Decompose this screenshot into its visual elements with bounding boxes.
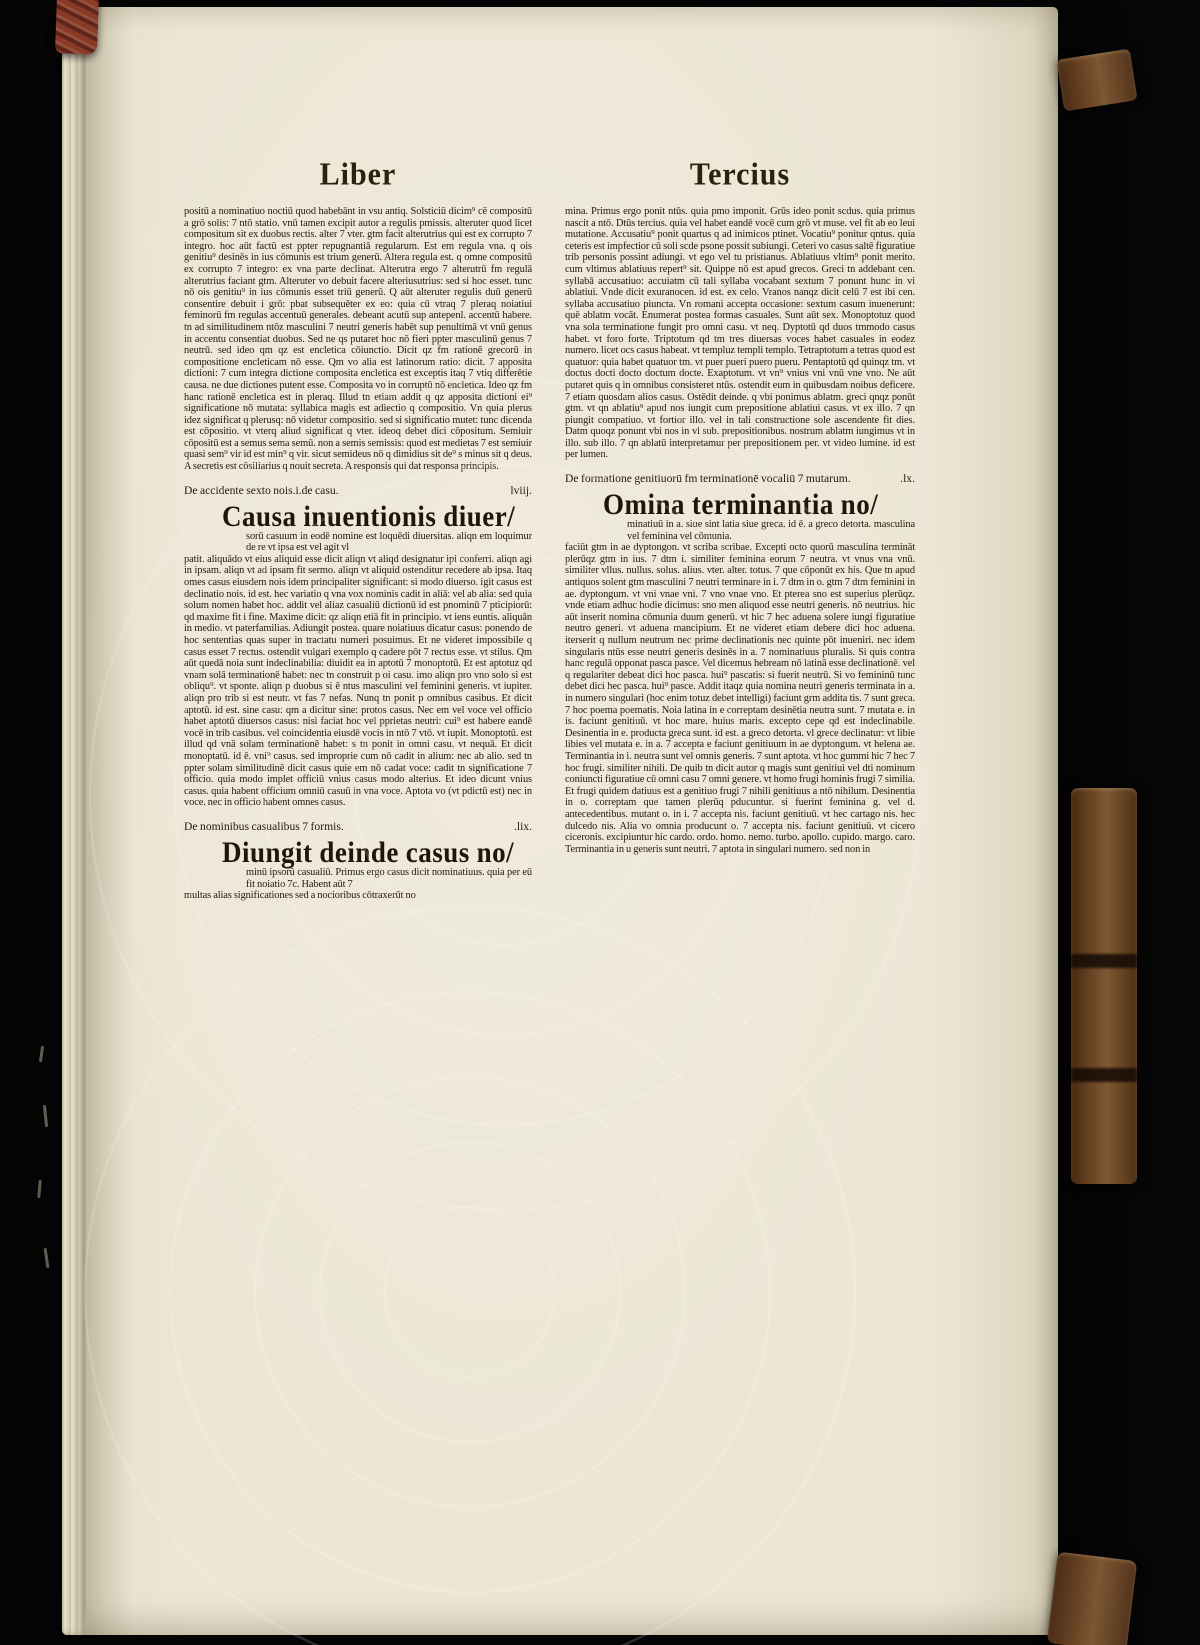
chapter-lead-lines: minatiuū in a. siue sint latia siue greca. id ē. a greco detorta. masculina vel feminina vel cōmunia. [627,519,915,542]
body-paragraph: multas alias significationes sed a nocioribus cōtraxerūt no [184,890,416,902]
body-paragraph: patit. aliquādo vt eius aliquid esse dicit aliqn vt aliqd designatur ipi conferri. aliqn agi in ipsam. aliqn vt ad ipsam fit sermo. aliqn vt aliquid ostenditur recedere ab ipsa. Itaq omes casus eiusdem nois idem principaliter significant: si modo diuerso. igit casus est declinatio nois. id est. hec variatio q vna vox nominis cadit in aliā: vel ab alia: sed quia solum nomen habet hoc. addit vel aliaz casualiū dictionū id est pnominū 7 pticipiorū: qd maxime fit i fine. Maxime dicit: qz aliqn etiā fit in principio. vt iens euntis. aliquān in medio. vt paterfamilias. Adiungit postea. quare noiatiuus dicatur casus: ponendo de hoc sententias quas super in tractatu numeri posuimus. Et ne videret impossibile q casus esset 7 rectus. ostendit vulgari exemplo q cadere pōt 7 rectus esse. vt stilus. Qm aūt quedā noia sunt indeclinabilia: diuidit ea in aptotū 7 monoptotū. Et est aptotuz qd vnam solā terminationē habet: nec tn construit p oi casu. imo aliqn pro vno solo si est obliqu⁹. vt sponte. aliqn p duobus si ē ntus masculini vel feminini generis. vt iupiter. aliqn pro trib si est neutr. vt fas 7 nefas. Nunq tn ponit p omnibus casibus. Et dicit aptotū. id est. sine casu: qm a dicitur sine: protos casus. Nec em vel voce vel officio habet aptotū diuersos casus: nisi faciat hoc vel pprietas neutri: cui⁹ est habere eandē vocē in trib casibus. vel coincidentia eiusdē vocis in ntō 7 vtō. vt iupit. Monoptotū. est illud qd vnā solam terminationē habet: s tn ponit in omni casu. vt nequā. Et dicit monoptatū. id ē. vni⁹ casus. sed improprie cum nō cadit in alium: nec ab alio. sed tn ppter solam similitudinē dicit casus quie em nō cadat voce: cadit tn significatione 7 officio. quia modo implet officiū vnius casus modo alterius. Et ideo dicunt vnius casus. quia habent officium omniū casuū in vna voce. Aptota vo (vt pdictū est) nec in voce. nec in officio habent omnes casus. [184,553,532,809]
rubric-label: De accidente sexto nois.i.de casu. [184,483,339,497]
rubric-number: .lix. [513,819,532,833]
chapter-display-line: Causa inuentionis diuer/ [222,499,516,533]
leather-clasp-top [1056,49,1137,112]
rubric-label: De nominibus casualibus 7 formis. [184,819,344,833]
section-rubric [184,484,532,497]
section-rubric [565,472,915,485]
rubric-number: .lx. [900,472,915,486]
gutter-shadow [86,7,132,1635]
chapter-lead-lines: sorū casuum in eodē nomine est loquēdi diuersitas. aliqn em loquimur de re vt ipsa est vel agit vl [246,530,532,554]
leather-corner-bottom [1047,1551,1138,1645]
fore-edge-mark [44,1248,50,1268]
fore-edge-mark [43,1105,48,1127]
section-rubric [184,820,532,833]
page-edge-stack [62,7,86,1635]
body-paragraph: mina. Primus ergo ponit ntūs. quia pmo imponit. Grūs ideo ponit scdus. quia primus nascit a ntō. Dtūs tercius. quia vel habet eandē vocē cum grō vt muse. vel fit ab eo leui mutatione. Accusatiu⁹ ponit quartus q ad inimicos ptinet. Vocatiu⁹ ponitur qntus. quia ceteris est impfectior cū soli scde psone possit subiungi. Ceteri vo casus saltē figuratiue trib personis possint adiungi. vt ego vel tu pristianus. Ablatiuus vltim⁹ ponit merito. cum vltimus ablatiuus repert⁹ sit. Quippe nō est apud grecos. Greci tn addebant cen. syllabā accusatiuo: accuiatm cū tali syllaba vocabant sextum 7 ponunt hunc in vi ablatiui. Vnde dicit exuranocen. id est. ex celo. Vranos nanqz dicit celū 7 est ibi cen. syllaba accusatiuo piuncta. Vn romani accepta occasione: sextum casum inuenerunt: quē ablatm vocāt. Enumerat postea formas casuales. Sunt aūt sex. Monoptotuz quod vna sola terminatione fungit pro omni casu. vt neq. Dyptotū qd duos tmmodo casus habet. vt foro forte. Triptotum qd tm tres diuersas voces habet casuales in eodez numero. licet ocs casus habeat. vt templuz templi templo. Tetraptotum a tetras quod est quatuor: quia habet quatuor tm. vt puer pueri puero pueru. Pentaptotū qd quinqz tm. vt doctus docti docto doctum docte. Exaptotum. vt vn⁹ vnius vni vnū vne vno. Ne aūt putaret quis q in omnibus consisteret ntūs. ostendit eum in quibusdam noibus deficere. 7 etiam quosdam alios casus. Ostēdit deinde. q vbi ponimus ablatm. greci qnqz ponūt gtm. vt qn ablatiu⁹ apud nos iungit cum prepositione ablatiui casus. vt ex illo. 7 qn piungit compatiuo. vt fortior illo. vel in tali constructione sole ascendente fit dies. Datm quoqz ponunt vbi nos in vl sub. prepositionibus. nostrum ablatm iungimus vt in illo. sub illo. 7 qn ablatū interpretamur per prepositionem per. vt video lumine. id est per lumen. [565,206,915,461]
fore-edge-mark [37,1180,42,1198]
chapter-lead-lines: minū ipsorū casualiū. Primus ergo casus dicit nominatiuus. quia per eū fit noiatio 7c. Habent aūt 7 [246,866,532,890]
text-column-left [184,206,532,902]
body-paragraph: positū a nominatiuo noctiū quod habebānt in vsu antiq. Solsticiū dicim⁹ cē compositū a grō solis: 7 ntō statio. vnū tamen excipit autor a regulis pmissis. alteruter quod licet compositum sit ex duobus rectis. alter 7 vter. gtm facit alterutrius qui est ex corrupto 7 integro. hoc aūt factū est ppter repugnantiā regularum. Est em regula vna. q ois genitiu⁹ desinēs in ius cōmunis est trium generū. Altera regula est. q omne compositū ex corrupto 7 integro: ex vna parte declinat. Alterutra ergo 7 alterutrū fm regulā alterutrius faciant gtm. Alteruter vo debuit facere alteriusutrius: sed si hoc esset. tunc nō ois genitiu⁹ in ius cōmunis esset triū generū. Q aūt alteruter regulis duū generū consentire debuit i grō: pbat subsequēter ex eo: quia cū vtraq 7 pleraq noiatiui feminorū fm regulas accentuū generales. debeant acutū sup antepenl. accentū habere. tn ad similitudinem ntōz masculini 7 neutri generis habēt sup penultimā vt vnū genus in accentu consentiat duobus. Sed ne qs putaret hoc nō fieri ppter masculinū genus 7 neutrū. sed ideo qm qz est encletica cōiunctio. Dicit qz fm rationē grecorū in compositione encleticam nō esse. Qm vo alia est latinorum ratio: dicit. 7 apposita dictioni: 7 cum integra dictione composita encletica est exceptis itaq 7 vtiq differētie causa. ne due dictiones putent esse. Composita vo in corruptū nō encletica. Ideo qz fm hanc rationē encletica est in pleraq. Illud tn etiam addit q qz apposita dictioni ei⁹ significatione nō mutata: syllabica magis est adiectio q compositio. Vn quia plerus idez significat q plerusq: nō videtur compositio. sed si significatio mutet: tunc dicenda est cōpositio. vt vterq aliud significat q vter. ideoq debet dici cōpositum. Semiuir cōpositū est a semus sema semū. non a semis semissis: quod est medietas 7 est semiuir quasi sem⁹ vir id est min⁹ q vir. sicut semideus nō q dimidius sit de⁹ s minus sit q deus. A secretis est cōsiliarius q nouit secreta. A responsis qui dat responsa principis. [184,206,532,473]
chapter-display-line: Diungit deinde casus no/ [222,835,515,869]
running-head-tercius: Tercius [689,157,791,192]
book-page [62,7,1058,1635]
rubric-label: De formatione genitiuorū fm terminationē vocaliū 7 mutarum. [565,472,851,486]
text-column-right [565,206,915,855]
fore-edge-mark [39,1046,44,1062]
chapter-display-line: Omina terminantia no/ [603,488,879,521]
rubric-number: lviij. [510,483,532,497]
leather-strap-middle [1071,788,1137,1184]
body-paragraph: faciūt gtm in ae dyptongon. vt scriba scribae. Excepti octo quorū masculina termināt plerūqz gtm in ius. 7 dtm i. similiter feminina eorum 7 neutra. vt vnus vna vnū. similiter vllus. nullus. solus. alius. vter. alter. totus. 7 que cōponūt ex his. Que tn apud antiquos solent gtm masculini 7 neutri terminare in i. 7 dtm in o. gtm 7 dtm feminini in ae. dyptongum. vt vni vnae vni. 7 vno vnae vno. Et pterea sno est superius plerūqz. vnde etiam adhuc hodie dicimus: sno men aliquod esse neutri generis. nō neutrius. hic aūt inserit nomina cōmunia duum generū. vt hic 7 hec aduena solere iungi figuratiue neutro generi. vt aduena mancipium. Et ne videret etiam debere dici hoc aduena. iterserit q nullum neutrum nec prime declinationis nec quinte pōt inueniri. nec idem singularis ntūs esse neutri generis desinēs in a. 7 nominatiuus pluralis. Si quis contra hanc regulā opponat pasca pasce. Vel dicemus hebream nō latinā esse declinationē. vel q regulariter debeat dici hoc pasca. hui⁹ pascatis: si fuerit neutrū. Si vo femininū tunc debet dici hec pasca. hui⁹ pasce. Addit itaqz quia nomina neutri generis terminata in a. in numero singulari (hoc enim totuz debet intelligi) faciunt grm addita tis. 7 sunt greca. 7 hoc poema poematis. Noia latina in e correptam desinētia neutra sunt. 7 mutata e. in is. faciunt genitiuū. vt hoc mare. huius maris. excepto cepe qd est indeclinabile. Desinentia in e. producta greca sunt. id est. a greco detorta. vl grece declinatur: vt libie libies vel mutata e. in a. 7 accepta e faciunt genitiuum in ae dyptongum. vt helena ae. Terminantia in i. neutra sunt vel omnis generis. 7 sunt aptota. vt hoc gummi hic 7 hec 7 hoc frugi. similiter nihili. De quib tn dicit autor q magis sunt genitiui vel dti nominum coniuncti figuratiue cū omni casu 7 omni genere. vt homo frugi hominis frugi 7 similia. Et frugi quidem datiuus est a genitiuo frugi 7 nihili genitiuus a ntō nihilum. Desinentia in o. correptam que tamen plerūq pducuntur. si fuerint feminina g. vel d. antecedentibus. mutant o. in i. 7 accepta nis. faciunt genitiuū. vt hec cartago nis. hec dulcedo nis. Alia vo omnia producunt o. 7 accepta nis. faciunt genitiuū. vt cicero ciceronis. excipiuntur hic cardo. ordo. homo. nemo. turbo. apollo. cupido. margo. caro. Terminantia in u generis sunt neutri. 7 aptota in singulari numero. sed non in [565,542,915,855]
running-head-liber: Liber [319,157,397,192]
spine-headband [55,0,99,55]
